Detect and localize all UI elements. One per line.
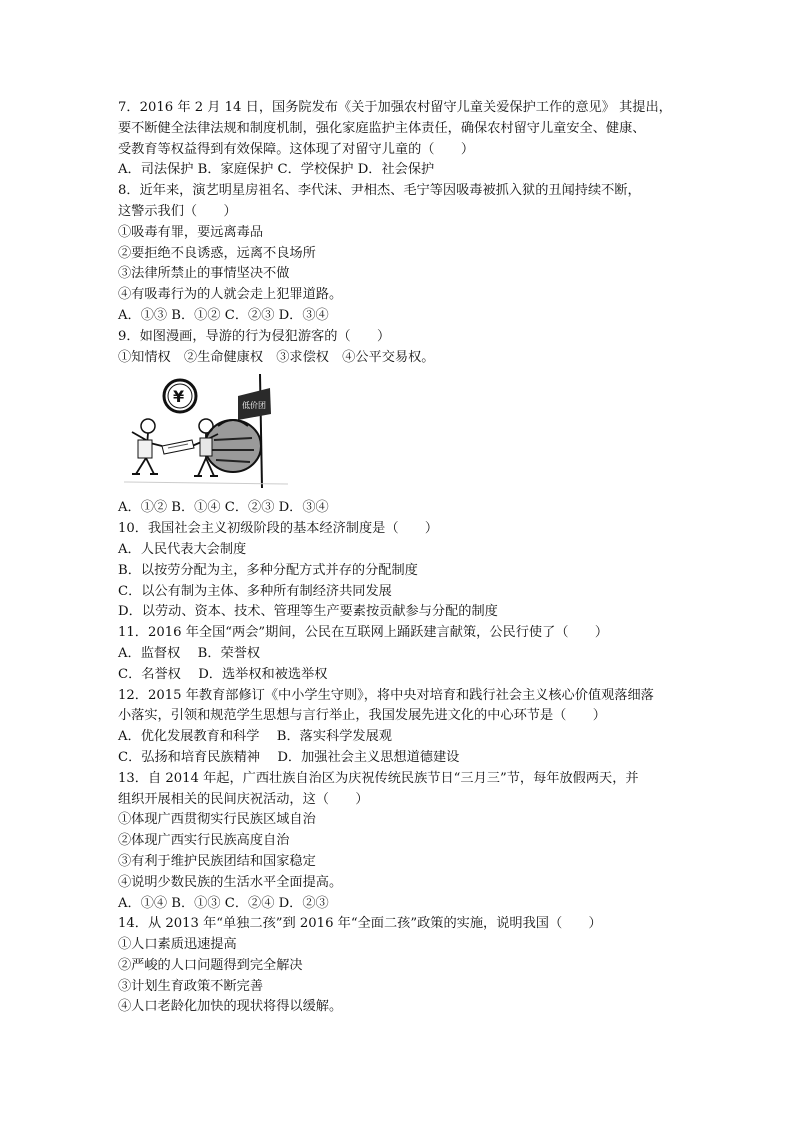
question-text: 10．我国社会主义初级阶段的基本经济制度是（ ） bbox=[118, 521, 439, 537]
question-14 bbox=[118, 914, 678, 1018]
answer-option: A．优化发展教育和科学 B．落实科学发展观 bbox=[118, 729, 392, 745]
statement: ③有利于维护民族团结和国家稳定 bbox=[118, 853, 316, 869]
statement: ①体现广西贯彻实行民族区域自治 bbox=[118, 812, 316, 828]
question-text: 这警示我们（ ） bbox=[118, 203, 237, 219]
statement: ①知情权 ②生命健康权 ③求偿权 ④公平交易权。 bbox=[118, 349, 435, 365]
question-text: 要不断健全法律法规和制度机制，强化家庭监护主体责任，确保农村留守儿童安全、健康、 bbox=[118, 120, 646, 136]
answer-option: C．弘扬和培育民族精神 D．加强社会主义思想道德建设 bbox=[118, 749, 460, 765]
answer-option: A．监督权 B．荣誉权 bbox=[118, 645, 261, 661]
statement: ④有吸毒行为的人就会走上犯罪道路。 bbox=[118, 287, 343, 303]
question-text: 8．近年来，演艺明星房祖名、李代沫、尹相杰、毛宁等因吸毒被抓入狱的丑闻持续不断， bbox=[118, 183, 641, 199]
answer-options: A．司法保护 B．家庭保护 C．学校保护 D．社会保护 bbox=[118, 162, 435, 178]
question-8 bbox=[118, 181, 678, 327]
question-12 bbox=[118, 686, 678, 769]
cartoon-illustration bbox=[118, 374, 293, 490]
question-text: 14．从 2013 年“单独二孩”到 2016 年“全面二孩”政策的实施，说明我国（ ） bbox=[118, 916, 602, 932]
cartoon-image bbox=[118, 374, 293, 490]
question-text: 13．自 2014 年起，广西壮族自治区为庆祝传统民族节日“三月三”节，每年放假两天，并 bbox=[118, 770, 639, 786]
answer-options: A．①④ B．①③ C．②④ D．②③ bbox=[118, 895, 329, 911]
banner-label: 低价团 bbox=[242, 401, 266, 411]
statement: ②体现广西实行民族高度自治 bbox=[118, 833, 290, 849]
statement: ②严峻的人口问题得到完全解决 bbox=[118, 957, 303, 973]
question-7 bbox=[118, 98, 678, 181]
question-10 bbox=[118, 519, 678, 623]
statement: ②要拒绝不良诱惑，远离不良场所 bbox=[118, 245, 316, 261]
yuan-coin-icon: ¥ bbox=[173, 387, 185, 407]
exam-page bbox=[118, 98, 678, 1018]
answer-option: A．人民代表大会制度 bbox=[118, 541, 247, 557]
question-text: 12．2015 年教育部修订《中小学生守则》，将中央对培育和践行社会主义核心价值观落细落 bbox=[118, 687, 654, 703]
answer-option: C．以公有制为主体、多种所有制经济共同发展 bbox=[118, 583, 392, 599]
question-text: 受教育等权益得到有效保障。这体现了对留守儿童的（ ） bbox=[118, 141, 475, 157]
question-text: 组织开展相关的民间庆祝活动，这（ ） bbox=[118, 791, 369, 807]
answer-option: B．以按劳分配为主，多种分配方式并存的分配制度 bbox=[118, 562, 418, 578]
statement: ④说明少数民族的生活水平全面提高。 bbox=[118, 874, 343, 890]
answer-option: C．名誉权 D．选举权和被选举权 bbox=[118, 666, 328, 682]
answer-options: A．①③ B．①② C．②③ D．③④ bbox=[118, 307, 329, 323]
statement: ③计划生育政策不断完善 bbox=[118, 978, 264, 994]
question-13 bbox=[118, 769, 678, 915]
question-text: 7．2016 年 2 月 14 日，国务院发布《关于加强农村留守儿童关爱保护工作的意见》 其提出， bbox=[118, 100, 672, 115]
answer-option: D．以劳动、资本、技术、管理等生产要素按贡献参与分配的制度 bbox=[118, 604, 498, 620]
statement: ③法律所禁止的事情坚决不做 bbox=[118, 266, 290, 282]
question-11 bbox=[118, 623, 678, 685]
question-9 bbox=[118, 327, 678, 519]
statement: ①吸毒有罪，要远离毒品 bbox=[118, 224, 264, 240]
question-text: 9．如图漫画，导游的行为侵犯游客的（ ） bbox=[118, 328, 391, 344]
question-text: 11．2016 年全国“两会”期间，公民在互联网上踊跃建言献策，公民行使了（ ） bbox=[118, 625, 609, 641]
statement: ④人口老龄化加快的现状将得以缓解。 bbox=[118, 999, 343, 1015]
statement: ①人口素质迅速提高 bbox=[118, 937, 237, 953]
question-text: 小落实，引领和规范学生思想与言行举止，我国发展先进文化的中心环节是（ ） bbox=[118, 708, 606, 724]
answer-options: A．①② B．①④ C．②③ D．③④ bbox=[118, 500, 329, 516]
